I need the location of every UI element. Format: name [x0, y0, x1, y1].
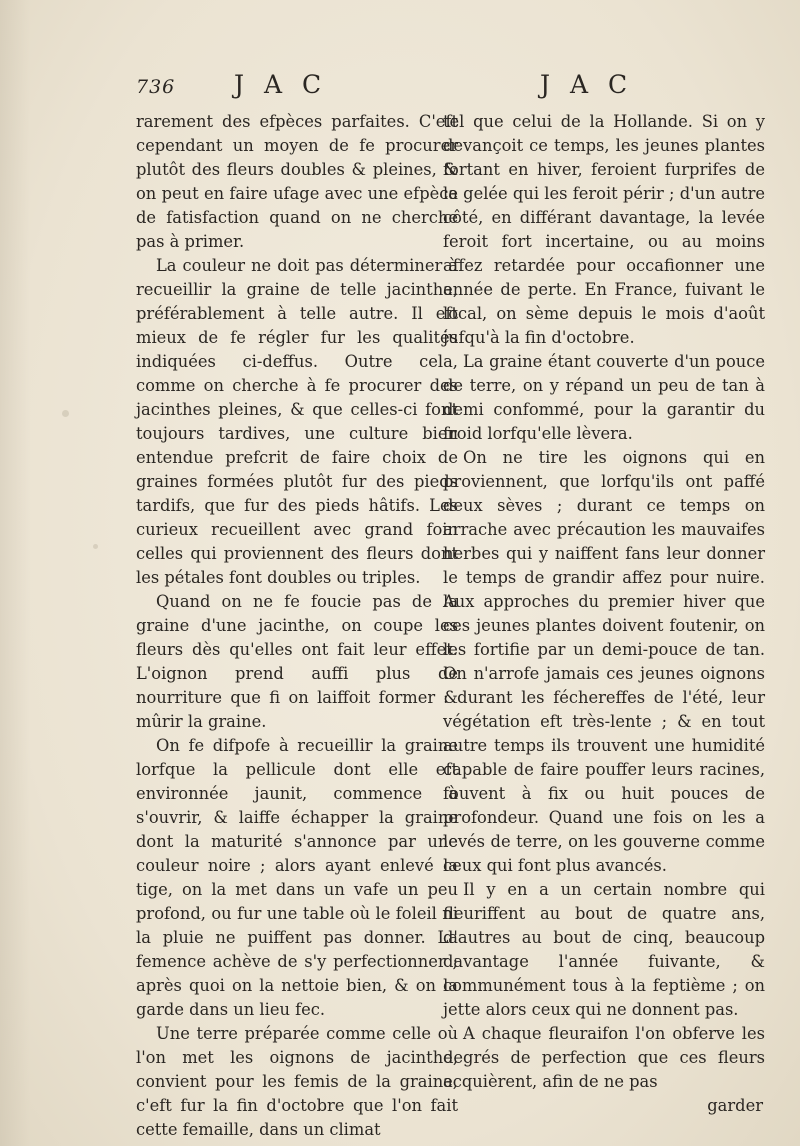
running-head-right: J A C [540, 70, 634, 99]
paragraph: On fe difpofe à recueillir la graine lorfque la pellicule dont elle eft environnée jaunit, commence à s'ouvrir, & laiffe échapper la graine dont la maturité s'annonce par une couleur noire ; alors ayant enlevé la tige, on la met dans un vafe un peu profond, ou fur une table où le foleil ni la pluie ne puiffent pas donner. La femence achève de s'y perfectionner ; après quoi on la nettoie bien, & on la garde dans un lieu fec. [136, 736, 458, 1019]
page-number: 736 [136, 76, 176, 98]
paragraph: Quand on ne fe foucie pas de la graine d'une jacinthe, on coupe les fleurs dès qu'elles ont fait leur effet. L'oignon prend auffi plus de nourriture que fi on laiffoit former & mûrir la graine. [136, 592, 458, 731]
running-head-left: J A C [234, 70, 328, 99]
paper-blemish [62, 410, 69, 417]
paragraph: Il y en a un certain nombre qui fleuriffent au bout de quatre ans, d'autres au bout de cinq, beaucoup davantage l'année fuivante, & communément tous à la feptième ; on jette alors ceux qui ne donnent pas. [443, 880, 765, 1019]
right-column [443, 110, 765, 1118]
paragraph: On ne tire les oignons qui en proviennent, que lorfqu'ils ont paffé deux sèves ; durant ce temps on arrache avec précaution les mauvaifes herbes qui y naiffent fans leur donner le temps de grandir affez pour nuire. Aux approches du premier hiver que ces jeunes plantes doivent foutenir, on les fortifie par un demi-pouce de tan. On n'arrofe jamais ces jeunes oignons : durant les féchereffes de l'été, leur végétation eft très-lente ; & en tout autre temps ils trouvent une humidité capable de faire pouffer leurs racines, fouvent à fix ou huit pouces de profondeur. Quand une fois on les a levés de terre, on les gouverne comme ceux qui font plus avancés. [443, 448, 765, 875]
paragraph: A chaque fleuraifon l'on obferve les degrés de perfection que ces fleurs acquièrent, afin de ne pas [443, 1024, 765, 1091]
paragraph: La graine étant couverte d'un pouce de terre, on y répand un peu de tan à demi confommé, pour la garantir du froid lorfqu'elle lèvera. [443, 352, 765, 443]
paper-blemish [93, 544, 98, 549]
left-column [136, 110, 458, 1142]
paragraph-continued: rarement des efpèces parfaites. C'eft cependant un moyen de fe procurer plutôt des fleurs doubles & pleines, & on peut en faire ufage avec une efpèce de fatisfaction quand on ne cherche pas à primer. [136, 112, 458, 251]
paragraph: Une terre préparée comme celle où l'on met les oignons de jacinthe, convient pour les femis de la graine, c'eft fur la fin d'octobre que l'on fait cette femaille, dans un climat [136, 1024, 458, 1139]
page-edge-shadow [0, 0, 30, 1146]
catchword: garder [707, 1096, 763, 1115]
paragraph-continued: tel que celui de la Hollande. Si on y devançoit ce temps, les jeunes plantes fortant en hiver, feroient furprifes de la gelée qui les feroit périr ; d'un autre côté, en différant davantage, la levée feroit fort incertaine, ou au moins affez retardée pour occafionner une année de perte. En France, fuivant le local, on sème depuis le mois d'août jufqu'à la fin d'octobre. [443, 112, 765, 347]
page-header [0, 70, 800, 110]
paragraph: La couleur ne doit pas déterminer à recueillir la graine de telle jacinthe, préférablement à telle autre. Il eft mieux de fe régler fur les qualités indiquées ci-deffus. Outre cela, comme on cherche à fe procurer des jacinthes pleines, & que celles-ci font toujours tardives, une culture bien entendue prefcrit de faire choix de graines formées plutôt fur des pieds tardifs, que fur des pieds hâtifs. Les curieux recueillent avec grand foin celles qui proviennent des fleurs dont les pétales font doubles ou triples. [136, 256, 458, 587]
